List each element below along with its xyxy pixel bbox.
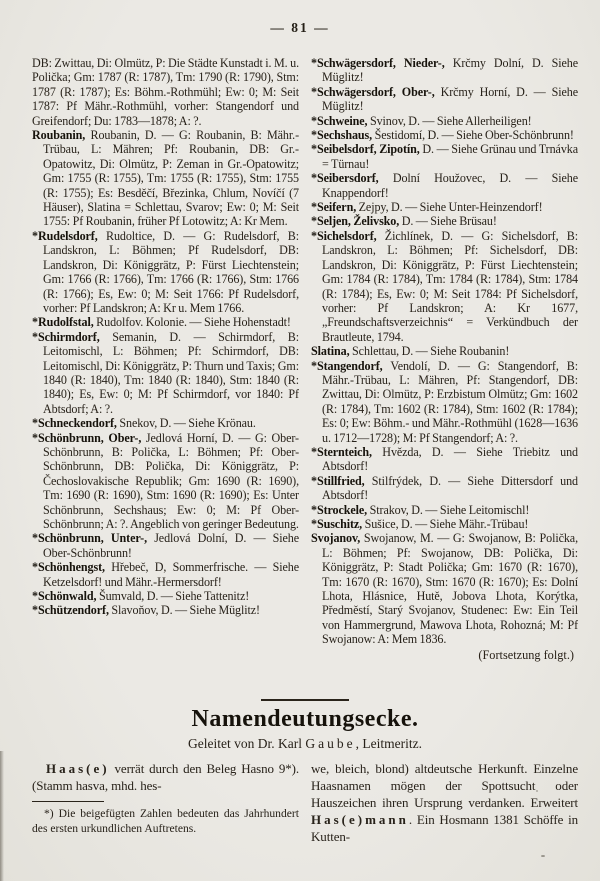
entry-headword: *Schützendorf, [32, 603, 109, 618]
gazetteer-section [32, 56, 578, 692]
entry-body: Žichlínek, D. — G: Sichelsdorf, B: Landskron, L: Böhmen; Pf: Sichelsdorf, DB: Landskron, Di: Königgrätz, P: Fürst Liechtenstein; Gm: 1784 (R: 1784), Tm: 1784 (R: 1784), Stm: 1784 (R: 1784); Es, Ew: 0; M: Seit 1784: Pf Sichelsdorf, vorher: Pf Landskron; A: Kr 1677, „Freundschaftsverzeichnis“ = Verkündbuch der Brautleute, 1794. [322, 228, 578, 344]
gazetteer-entry [311, 85, 578, 114]
haas-text-continued: we, bleich, blond) altdeutsche Herkunft. Einzelne Haasnamen mögen der Spottsucht oder Hauszeichen ihren Ursprung verdanken. Erweitert [311, 761, 578, 810]
gazetteer-entry [311, 229, 578, 344]
gazetteer-entry [311, 142, 578, 171]
entry-body: Sušice, D. — Siehe Mähr.-Trübau! [362, 517, 529, 531]
entry-body: Svinov, D. — Siehe Allerheiligen! [367, 113, 532, 128]
entry-body: Rudoltice, D. — G: Rudelsdorf, B: Landskron, L: Böhmen; Pf Rudelsdorf, DB: Landskron, Di: Königgrätz, P: Fürst Liechtenstein; Gm: 1766 (R: 1766), Tm: 1766 (R: 1766), Stm: 1766 (R: 1766); Es, Ew: 0; M: Seit 1766: Pf Rudelsdorf, vorher: Pf Landskron; A: Kr u. Mem 1766. [43, 228, 299, 315]
gazetteer-entry [32, 416, 299, 430]
entry-body: Dolní Houžovec, D. — Siehe Knappendorf! [322, 171, 578, 200]
gazetteer-entry [311, 128, 578, 142]
gazetteer-entry [32, 315, 299, 329]
entry-body: Semanin, D. — Schirmdorf, B: Leitomischl, L: Böhmen; Pf: Schirmdorf, DB: Leitomischl, Di: Königgrätz, P: Thurn und Taxis; Gm: 1840 (R: 1840), Tm: 1840 (R: 1840), Stm: 1840 (R: 1840); Es, Ew: 0; M: Pf Schirmdorf, vor 1840: Pf Abtsdorf; A: ?. [43, 329, 299, 416]
entry-body: Schlettau, D. — Siehe Roubanin! [349, 344, 510, 359]
gazetteer-entry [311, 344, 578, 358]
entry-headword: Svojanov, [311, 531, 361, 546]
entry-body: Jedlová Dolní, D. — Siehe Ober-Schönbrunn! [43, 531, 299, 560]
scan-edge-artifact [0, 751, 4, 881]
gazetteer-entry [32, 128, 299, 229]
gazetteer-right-column [311, 56, 578, 692]
entry-body: Jedlová Horní, D. — G: Ober-Schönbrunn, B: Polička, L: Böhmen; Pf: Ober-Schönbrunn, DB: Polička, Di: Königgrätz, P: Čechoslovakische Republik; Gm: 1690 (R: 1690), Tm: 1690 (R: 1690), Stm: 1690 (R: 1690); Es: Unter Schönbrunn, Sechshaus; Ew: 0; M: Pf Ober-Schönbrunn; A: ?. Angeblich von geringer Bedeutung. [43, 430, 299, 531]
entry-headword: *Schwägersdorf, Nieder-, [311, 56, 445, 70]
gazetteer-entry [311, 114, 578, 128]
entry-body: Hvězda, D. — Siehe Triebitz und Abtsdorf! [322, 444, 578, 474]
gazetteer-entry [311, 359, 578, 445]
entry-headword: Slatina, [311, 344, 350, 359]
section-divider-rule [261, 699, 349, 701]
name-section-right-column [311, 760, 578, 845]
entry-headword: Roubanin, [32, 128, 86, 143]
entry-headword: *Stangendorf, [311, 358, 383, 373]
entry-headword: *Schönbrunn, Unter-, [32, 531, 148, 546]
haas-text: verrät durch den Beleg Hasno 9*). (Stamm hasva, mhd. hes- [32, 761, 299, 793]
entry-headword: *Seibersdorf, [311, 171, 379, 186]
scan-speck-artifact [536, 790, 538, 792]
entry-body: Stilfrýdek, D. — Siehe Dittersdorf und Abtsdorf! [322, 473, 578, 503]
haas-paragraph [32, 760, 299, 794]
gazetteer-entry [32, 229, 299, 315]
entry-body: Krčmy Dolní, D. Siehe Müglitz! [322, 56, 578, 85]
gazetteer-entry [32, 431, 299, 532]
entry-headword: *Rudelsdorf, [32, 228, 98, 243]
entry-headword: *Sichelsdorf, [311, 228, 377, 243]
entry-body: Krčmy Horní, D. — Siehe Müglitz! [322, 84, 578, 114]
entry-headword: *Schirmdorf, [32, 329, 100, 344]
entry-headword: *Schneckendorf, [32, 416, 117, 431]
gazetteer-entry [32, 531, 299, 560]
footnote-text: *) Die beigefügten Zahlen bedeuten das Jahrhundert des ersten urkundlichen Auftretens. [32, 807, 299, 835]
entry-headword: *Schönbrunn, Ober-, [32, 430, 142, 445]
entry-headword: *Suschitz, [311, 517, 363, 531]
hasemann-name: Has(e)mann [311, 812, 409, 827]
entry-body: Snekov, D. — Siehe Krönau. [116, 416, 256, 431]
gazetteer-entry [32, 560, 299, 589]
entry-headword: *Schönwald, [32, 589, 97, 604]
footnote-rule [32, 801, 104, 802]
gazetteer-entry [311, 503, 578, 517]
entry-body: D. — Siehe Grünau und Trnávka = Türnau! [322, 142, 578, 171]
subtitle-prefix: Geleitet von Dr. Karl [188, 736, 306, 751]
gazetteer-entry [311, 517, 578, 531]
page-number: — 81 — [270, 20, 330, 35]
gazetteer-entry [311, 214, 578, 228]
entry-headword: *Schweine, [311, 113, 368, 128]
gazetteer-entry [311, 200, 578, 214]
entry-headword: *Strockele, [311, 502, 368, 517]
gazetteer-entry [32, 589, 299, 603]
entry-headword: *Sternteich, [311, 444, 372, 459]
entry-body: Vendolí, D. — G: Stangendorf, B: Mähr.-Trübau, L: Mähren, Pf: Stangendorf, DB: Zwittau, Di: Olmütz, P: Erzbistum Olmütz; Gm: 1602 (R: 1784), Tm: 1602 (R: 1784), Stm: 1602 (R: 1784); Es: 0; Ew: Böhm.- und Mähr.-Rothmühl (1628—1636 u. 1712—1728); M: Pf Stangendorf; A: ?. [322, 358, 578, 445]
entry-headword: *Rudolfstal, [32, 315, 94, 330]
entry-body: Šestidomí, D. — Siehe Ober-Schönbrunn! [372, 128, 574, 143]
gazetteer-entry [311, 531, 578, 646]
gazetteer-left-column [32, 56, 299, 692]
haas-text-end: . Ein Hosmann 1381 Schöffe in Kutten- [311, 812, 578, 844]
entry-body: Rudolfov. Kolonie. — Siehe Hohenstadt! [93, 315, 291, 330]
scan-speck-artifact [541, 855, 545, 857]
entry-headword: *Stillfried, [311, 473, 365, 488]
entry-headword: *Sechshaus, [311, 128, 373, 143]
entry-body: Swojanow, M. — G: Swojanow, B: Polička, L: Böhmen; Pf: Swojanow, DB: Polička, Di: Königgrätz, P: Stadt Polička; Gm: 1670 (R: 1670), Tm: 1670 (R: 1670), Stm: 1670 (R: 1670); Es: Dolní Lhota, Hlásnice, Hutě, Jobova Lhota, Korýtka, Předměstí, Starý Svojanov, Studenec: Ew: Ein Teil von Hammergrund, Mawova Lhota, Rohozná; M: Pf Swojanow: A: Mem 1836. [322, 531, 578, 647]
section-title: Namendeutungsecke. [191, 706, 419, 732]
entry-list-right [311, 56, 578, 647]
entry-body: Zejpy, D. — Siehe Unter-Heinzendorf! [356, 200, 543, 215]
entry-headword: *Schönhengst, [32, 560, 105, 575]
gazetteer-entry [311, 445, 578, 474]
entry-headword: *Seibelsdorf, Zipotín, [311, 142, 420, 157]
entry-body: Roubanin, D. — G: Roubanin, B: Mähr.-Trübau, L: Mähren; Pf: Roubanin, DB: Gr.-Opatowitz, Di: Olmütz, P: Zeman in Gr.-Opatowitz; Gm: 1755 (R: 1755), Tm: 1755 (R: 1755), Stm: 1755 (R: 1755); Es: Besděčí, Březinka, Chlum, Novíčí (7 Häuser), Slatina = Schlettau, Svarov; Ew: 0; M: Seit 1755: Pf Roubanin, früher Pf Lotowitz; A: Kr Mem. [43, 128, 299, 229]
entry-headword: *Schwägersdorf, Ober-, [311, 84, 435, 99]
entry-body: Slavoňov, D. — Siehe Müglitz! [108, 603, 260, 618]
subtitle-suffix: , Leitmeritz. [355, 736, 422, 751]
entry-continuation: DB: Zwittau, Di: Olmütz, P: Die Städte Kunstadt i. M. u. Polička; Gm: 1787 (R: 1787), Tm: 1790 (R: 1790), Stm: 1787 (R: 1787); Es: Böhm.-Rothmühl; Ew: 0; M: Seit 1787: Pf Mähr.-Rothmühl, vorher: Stangendorf und Greifendorf; Du: 1783—1878; A: ?. [32, 56, 299, 128]
name-section-left-column [32, 760, 299, 845]
entry-headword: *Seljen, Želivsko, [311, 214, 400, 229]
section-subtitle [32, 736, 578, 752]
entry-body: Hřebeč, D, Sommerfrische. — Siehe Ketzelsdorf! und Mähr.-Hermersdorf! [43, 560, 299, 589]
haas-paragraph-continued [311, 760, 578, 845]
gazetteer-entry [311, 171, 578, 200]
subtitle-editor-name: Gaube [305, 736, 356, 751]
gazetteer-entry [32, 603, 299, 617]
entry-body: Strakov, D. — Siehe Leitomischl! [367, 502, 530, 517]
gazetteer-entry [311, 56, 578, 85]
name-section-columns [32, 760, 578, 845]
continuation-note: (Fortsetzung folgt.) [478, 647, 574, 662]
entry-body: D. — Siehe Brüsau! [399, 214, 497, 229]
gazetteer-entry [32, 330, 299, 416]
entry-body: Šumvald, D. — Siehe Tattenitz! [96, 589, 250, 604]
entry-list-left [32, 128, 299, 618]
entry-headword: *Seifern, [311, 200, 357, 215]
haas-name: Haas(e) [46, 761, 110, 776]
gazetteer-entry [311, 474, 578, 503]
